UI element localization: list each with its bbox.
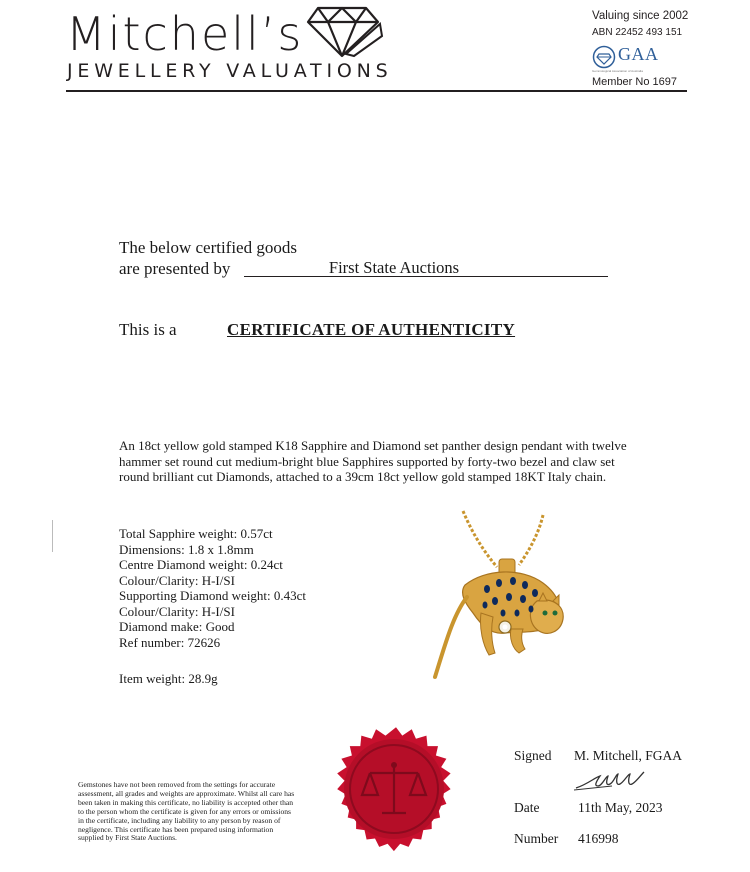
gaa-label: GAA: [618, 44, 659, 64]
signed-label: Signed: [514, 748, 552, 763]
this-is-label: This is a: [119, 320, 177, 339]
diamond-logo-icon: [306, 4, 384, 58]
spec-diamond-make: Diamond make: Good: [119, 619, 235, 634]
disclaimer-text: Gemstones have not been removed from the settings for accurate assessment, all grades and weights are approximate. Whilst all care has been taken in making this certificate, no liability is accepted other than to the person whom the certificate is given for any errors or omissions in the certificate, including any liability to any person by reason of negligence. This certificate has been prepared using information supplied by First State Auctions.: [78, 780, 295, 843]
spec-sapphire-weight: Total Sapphire weight: 0.57ct: [119, 526, 273, 541]
presented-line-1: The below certified goods: [119, 238, 297, 257]
header-divider: [66, 90, 687, 92]
spec-supporting-diamond-weight: Supporting Diamond weight: 0.43ct: [119, 588, 307, 603]
item-weight: Item weight: 28.9g: [119, 671, 218, 686]
specs-list: [119, 526, 306, 650]
gaa-full-name: Gemmological Association of Australia: [592, 69, 643, 73]
date-label: Date: [514, 800, 540, 815]
presenter-name: First State Auctions: [328, 258, 460, 277]
signed-value: M. Mitchell, FGAA: [574, 748, 682, 763]
spec-ref-number: Ref number: 72626: [119, 634, 221, 650]
margin-mark: [52, 520, 53, 552]
valuing-since: Valuing since 2002: [592, 10, 689, 22]
abn-number: ABN 22452 493 151: [592, 27, 683, 38]
spec-centre-diamond-weight: Centre Diamond weight: 0.24ct: [119, 557, 283, 572]
spec-dimensions: Dimensions: 1.8 x 1.8mm: [119, 541, 254, 557]
gaa-emblem-icon: [592, 45, 616, 69]
member-number: Member No 1697: [592, 76, 677, 88]
spec-colour-clarity: Colour/Clarity: H-I/SI: [119, 572, 235, 588]
spec-colour-clarity-2: Colour/Clarity: H-I/SI: [119, 603, 235, 619]
signature-mark: [572, 768, 652, 794]
certificate-title: CERTIFICATE OF AUTHENTICITY: [227, 320, 516, 339]
number-value: 416998: [578, 831, 619, 846]
number-label: Number: [514, 831, 559, 846]
date-value: 11th May, 2023: [578, 800, 663, 815]
item-description: An 18ct yellow gold stamped K18 Sapphire and Diamond set panther design pendant with twelve hammer set round cut medium-bright blue Sapphires supported by forty-two bezel and claw set round brilliant cut Diamonds, attached to a 39cm 18ct yellow gold stamped 18KT Italy chain.: [119, 438, 627, 485]
wax-seal-icon: [314, 709, 474, 869]
brand-name: Mitchell’s: [66, 7, 304, 61]
panther-pendant-image: [425, 505, 575, 695]
brand-subtitle: JEWELLERY VALUATIONS: [67, 60, 393, 82]
presented-line-2: are presented by: [119, 259, 231, 278]
